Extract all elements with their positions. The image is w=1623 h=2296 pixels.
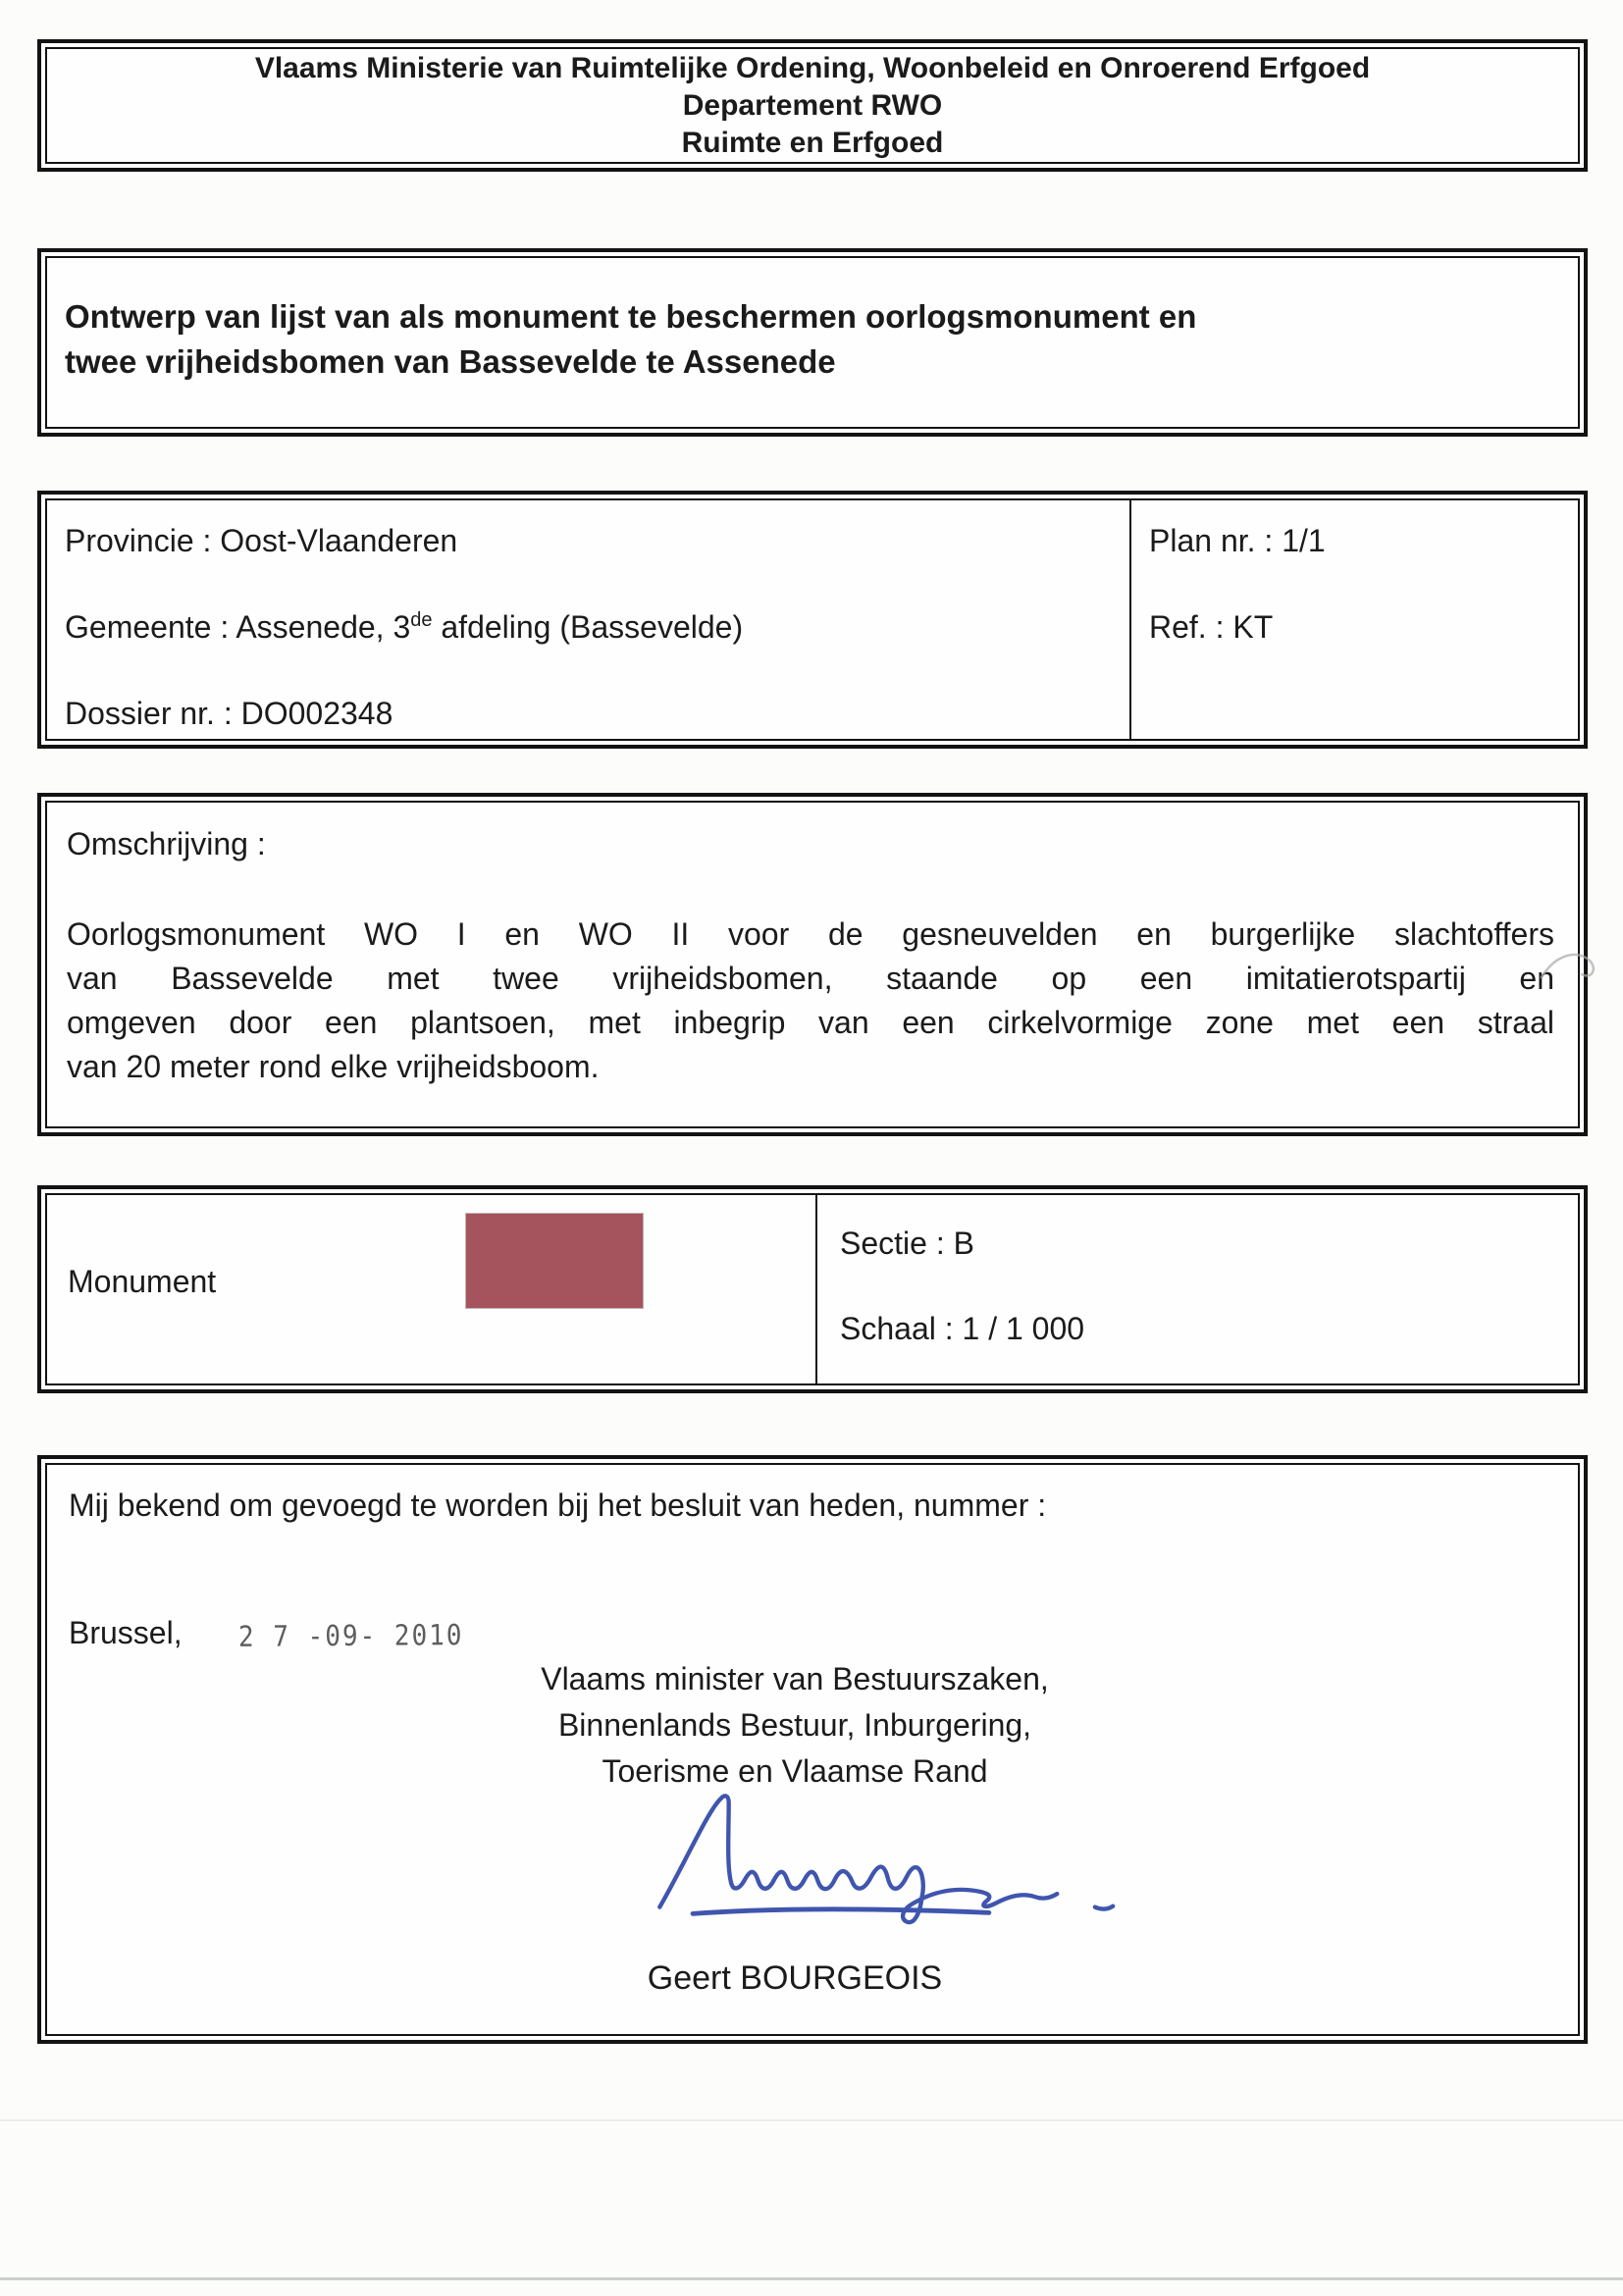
plan-nr-field: Plan nr. : 1/1 xyxy=(1149,523,1326,558)
legend-column-divider xyxy=(815,1195,817,1383)
minister-title-line-2: Binnenlands Bestuur, Inburgering, xyxy=(557,1707,1032,1743)
place-label: Brussel, xyxy=(69,1615,183,1650)
gemeente-text-suffix: afdeling (Bassevelde) xyxy=(432,609,744,645)
signer-name: Geert BOURGEOIS xyxy=(647,1959,943,1997)
admin-info-box xyxy=(37,491,1588,749)
signature-path xyxy=(1095,1906,1113,1909)
gemeente-ordinal-sup: de xyxy=(410,609,433,631)
pencil-mark-icon xyxy=(1536,944,1614,988)
signature-ink-icon xyxy=(641,1786,1171,1928)
minister-title-line-3: Toerisme en Vlaamse Rand xyxy=(602,1753,988,1789)
sectie-field: Sectie : B xyxy=(840,1226,974,1261)
omschrijving-line: omgeven door een plantsoen, met inbegrip van een cirkelvormige zone met een straal xyxy=(67,1005,1554,1040)
signature-path xyxy=(693,1909,989,1914)
minister-title-line-1: Vlaams minister van Bestuurszaken, xyxy=(541,1661,1049,1696)
omschrijving-text xyxy=(67,913,1554,1089)
document-title-box xyxy=(37,248,1588,437)
monument-label: Monument xyxy=(68,1264,217,1299)
ministry-name: Vlaams Ministerie van Ruimtelijke Ordening, Woonbeleid en Onroerend Erfgoed xyxy=(254,51,1371,84)
gemeente-text: Gemeente : Assenede, 3 xyxy=(65,609,411,645)
ministry-header-box xyxy=(37,39,1588,172)
gemeente-field xyxy=(65,608,743,651)
known-statement: Mij bekend om gevoegd te worden bij het besluit van heden, nummer : xyxy=(69,1487,1047,1523)
provincie-field: Provincie : Oost-Vlaanderen xyxy=(65,523,458,558)
scan-artifact-line xyxy=(0,2119,1623,2121)
monument-swatch xyxy=(466,1214,643,1308)
omschrijving-box xyxy=(37,793,1588,1136)
minister-title xyxy=(45,1656,1560,1795)
omschrijving-line: Oorlogsmonument WO I en WO II voor de gesneuvelden en burgerlijke slachtoffers xyxy=(67,916,1554,952)
signature xyxy=(641,1786,1171,1933)
omschrijving-line: van Bassevelde met twee vrijheidsbomen, staande op een imitatierotspartij en xyxy=(67,961,1554,996)
scan-edge-line xyxy=(0,2277,1623,2280)
department-name: Departement RWO xyxy=(682,88,943,122)
schaal-field: Schaal : 1 / 1 000 xyxy=(840,1311,1085,1346)
dossier-field: Dossier nr. : DO002348 xyxy=(65,696,393,731)
date-stamp: 2 7 -09- 2010 xyxy=(237,1619,464,1654)
ref-field: Ref. : KT xyxy=(1149,609,1274,645)
omschrijving-line: van 20 meter rond elke vrijheidsboom. xyxy=(67,1049,600,1084)
signature-path xyxy=(659,1796,1057,1922)
info-column-divider xyxy=(1129,500,1131,739)
document-title-line-1: Ontwerp van lijst van als monument te beschermen oorlogsmonument en xyxy=(65,298,1197,335)
legend-box xyxy=(37,1185,1588,1393)
signature-box xyxy=(37,1455,1588,2044)
division-name: Ruimte en Erfgoed xyxy=(681,126,944,159)
omschrijving-label: Omschrijving : xyxy=(67,826,266,861)
document-title-line-2: twee vrijheidsbomen van Bassevelde te Assenede xyxy=(65,343,836,380)
